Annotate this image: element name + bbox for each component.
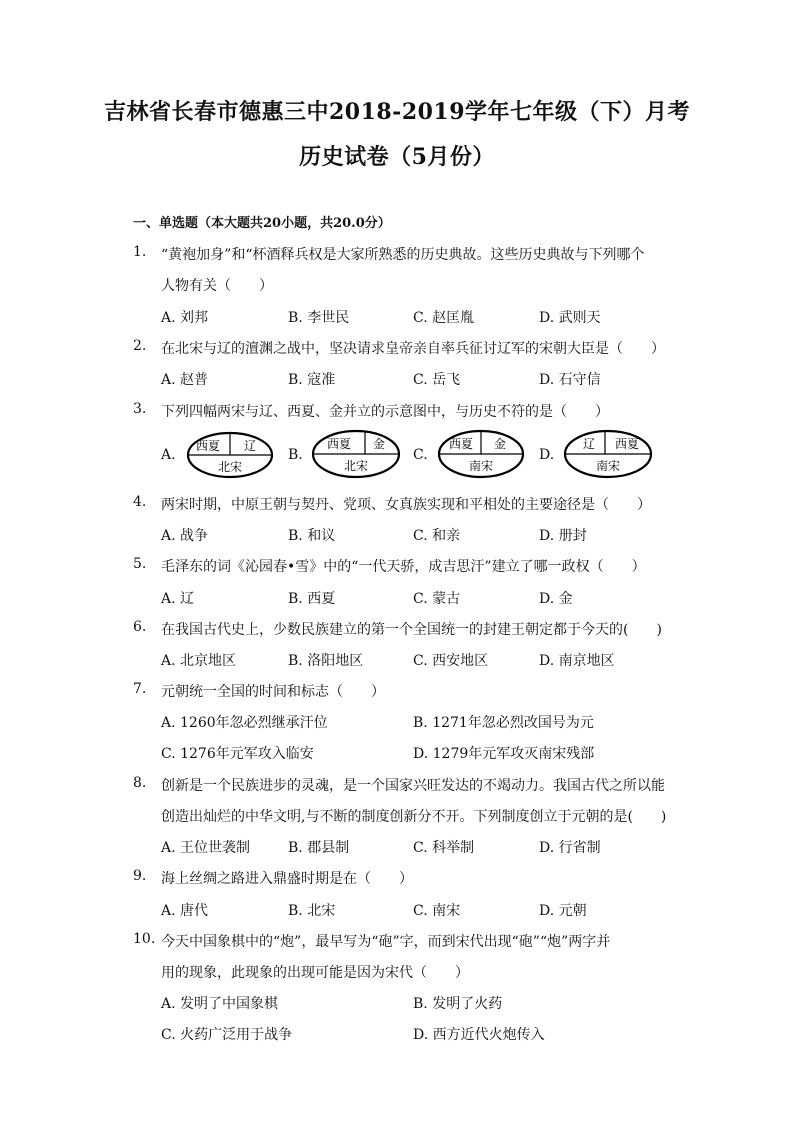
question-text: 下列四幅两宋与辽、西夏、金并立的示意图中，与历史不符的是（ ） bbox=[161, 404, 609, 420]
region-label: 西夏 bbox=[195, 439, 221, 453]
question-text: 创新是一个民族进步的灵魂，是一个国家兴旺发达的不竭动力。我国古代之所以能 bbox=[161, 778, 665, 794]
region-label: 北宋 bbox=[217, 460, 243, 474]
option-b[interactable]: B. 洛阳地区 bbox=[288, 653, 364, 669]
option-c[interactable]: C. 火药广泛用于战争 bbox=[161, 1027, 293, 1043]
question-text: 在我国古代史上，少数民族建立的第一个全国统一的封建王朝定都于今天的( ) bbox=[161, 622, 662, 638]
region-label: 西夏 bbox=[614, 437, 640, 451]
option-a[interactable]: A. 辽 bbox=[161, 591, 195, 607]
exam-title-line2: 历史试卷（5月份） bbox=[299, 144, 495, 170]
option-a[interactable]: A. 赵普 bbox=[161, 372, 209, 388]
question-text: 创造出灿烂的中华文明,与不断的制度创新分不开。下列制度创立于元朝的是( ) bbox=[161, 809, 667, 825]
question-text: 海上丝绸之路进入鼎盛时期是在（ ） bbox=[161, 871, 413, 887]
option-c[interactable]: C. 南宋 bbox=[413, 903, 461, 919]
option-b[interactable]: B. 北宋 bbox=[288, 903, 336, 919]
option-c[interactable]: C. 和亲 bbox=[413, 528, 461, 544]
map-diagram-c bbox=[437, 428, 525, 480]
option-c[interactable]: C. 岳飞 bbox=[413, 372, 461, 388]
map-diagram-b bbox=[311, 428, 401, 480]
option-c[interactable]: C. bbox=[413, 447, 428, 463]
map-diagram-a bbox=[186, 430, 274, 480]
option-b[interactable]: B. 郡县制 bbox=[288, 840, 350, 856]
question-number: 4. bbox=[133, 494, 147, 510]
question-text: 元朝统一全国的时间和标志（ ） bbox=[161, 684, 385, 700]
question-text: 今天中国象棋中的“炮”，最早写为“砲”字，而到宋代出现“砲”“炮”两字并 bbox=[161, 934, 611, 950]
question-number: 7. bbox=[133, 681, 147, 697]
option-b[interactable]: B. 西夏 bbox=[288, 591, 336, 607]
region-label: 南宋 bbox=[595, 459, 621, 473]
question-number: 8. bbox=[133, 775, 147, 791]
option-b[interactable]: B. 李世民 bbox=[288, 310, 350, 326]
option-d[interactable]: D. 石守信 bbox=[539, 372, 601, 388]
option-d[interactable]: D. 元朝 bbox=[539, 903, 587, 919]
option-a[interactable]: A. 唐代 bbox=[161, 903, 209, 919]
exam-title-line1: 吉林省长春市德惠三中2018-2019学年七年级（下）月考 bbox=[103, 99, 691, 125]
option-d[interactable]: D. 南京地区 bbox=[539, 653, 615, 669]
question-text: 在北宋与辽的澶渊之战中，坚决请求皇帝亲自率兵征讨辽军的宋朝大臣是（ ） bbox=[161, 341, 665, 357]
option-d[interactable]: D. 西方近代火炮传入 bbox=[413, 1027, 545, 1043]
option-d[interactable]: D. 行省制 bbox=[539, 840, 601, 856]
question-text: 毛泽东的词《沁园春•雪》中的“一代天骄，成吉思汗”建立了哪一政权（ ） bbox=[161, 559, 646, 575]
option-b[interactable]: B. 和议 bbox=[288, 528, 336, 544]
option-b[interactable]: B. 寇准 bbox=[288, 372, 336, 388]
question-number: 9. bbox=[133, 868, 147, 884]
option-b[interactable]: B. 1271年忽必烈改国号为元 bbox=[413, 715, 594, 731]
option-a[interactable]: A. 1260年忽必烈继承汗位 bbox=[161, 715, 328, 731]
region-label: 辽 bbox=[582, 437, 596, 451]
option-a[interactable]: A. 刘邦 bbox=[161, 310, 209, 326]
option-a[interactable]: A. 北京地区 bbox=[161, 653, 237, 669]
region-label: 西夏 bbox=[448, 437, 474, 451]
option-d[interactable]: D. 金 bbox=[539, 591, 573, 607]
question-text: 用的现象，此现象的出现可能是因为宋代（ ） bbox=[161, 965, 469, 981]
map-diagram-d bbox=[563, 428, 653, 480]
question-number: 3. bbox=[133, 401, 147, 417]
option-d[interactable]: D. bbox=[539, 447, 555, 463]
question-text: 人物有关（ ） bbox=[161, 278, 273, 294]
option-b[interactable]: B. bbox=[288, 447, 303, 463]
question-number: 5. bbox=[133, 556, 147, 572]
region-label: 南宋 bbox=[468, 459, 494, 473]
question-text: “黄袍加身”和“杯酒释兵权是大家所熟悉的历史典故。这些历史典故与下列哪个 bbox=[161, 247, 645, 263]
option-c[interactable]: C. 西安地区 bbox=[413, 653, 489, 669]
region-label: 金 bbox=[493, 437, 507, 451]
region-label: 西夏 bbox=[326, 437, 352, 451]
option-d[interactable]: D. 册封 bbox=[539, 528, 587, 544]
option-a[interactable]: A. 王位世袭制 bbox=[161, 840, 251, 856]
option-c[interactable]: C. 科举制 bbox=[413, 840, 475, 856]
option-d[interactable]: D. 武则天 bbox=[539, 310, 601, 326]
region-label: 北宋 bbox=[343, 459, 369, 473]
option-a[interactable]: A. 发明了中国象棋 bbox=[161, 996, 279, 1012]
option-d[interactable]: D. 1279年元军攻灭南宋残部 bbox=[413, 746, 595, 762]
question-number: 10. bbox=[133, 931, 156, 947]
option-a[interactable]: A. 战争 bbox=[161, 528, 209, 544]
region-label: 金 bbox=[372, 437, 386, 451]
option-c[interactable]: C. 赵匡胤 bbox=[413, 310, 475, 326]
option-c[interactable]: C. 蒙古 bbox=[413, 591, 461, 607]
option-a[interactable]: A. bbox=[161, 447, 176, 463]
question-number: 6. bbox=[133, 619, 147, 635]
option-c[interactable]: C. 1276年元军攻入临安 bbox=[161, 746, 314, 762]
section-heading: 一、单选题（本大题共20小题，共20.0分） bbox=[133, 216, 391, 231]
question-number: 2. bbox=[133, 338, 147, 354]
question-text: 两宋时期，中原王朝与契丹、党项、女真族实现和平相处的主要途径是（ ） bbox=[161, 497, 651, 513]
option-b[interactable]: B. 发明了火药 bbox=[413, 996, 503, 1012]
region-label: 辽 bbox=[243, 439, 257, 453]
question-number: 1. bbox=[133, 244, 147, 260]
